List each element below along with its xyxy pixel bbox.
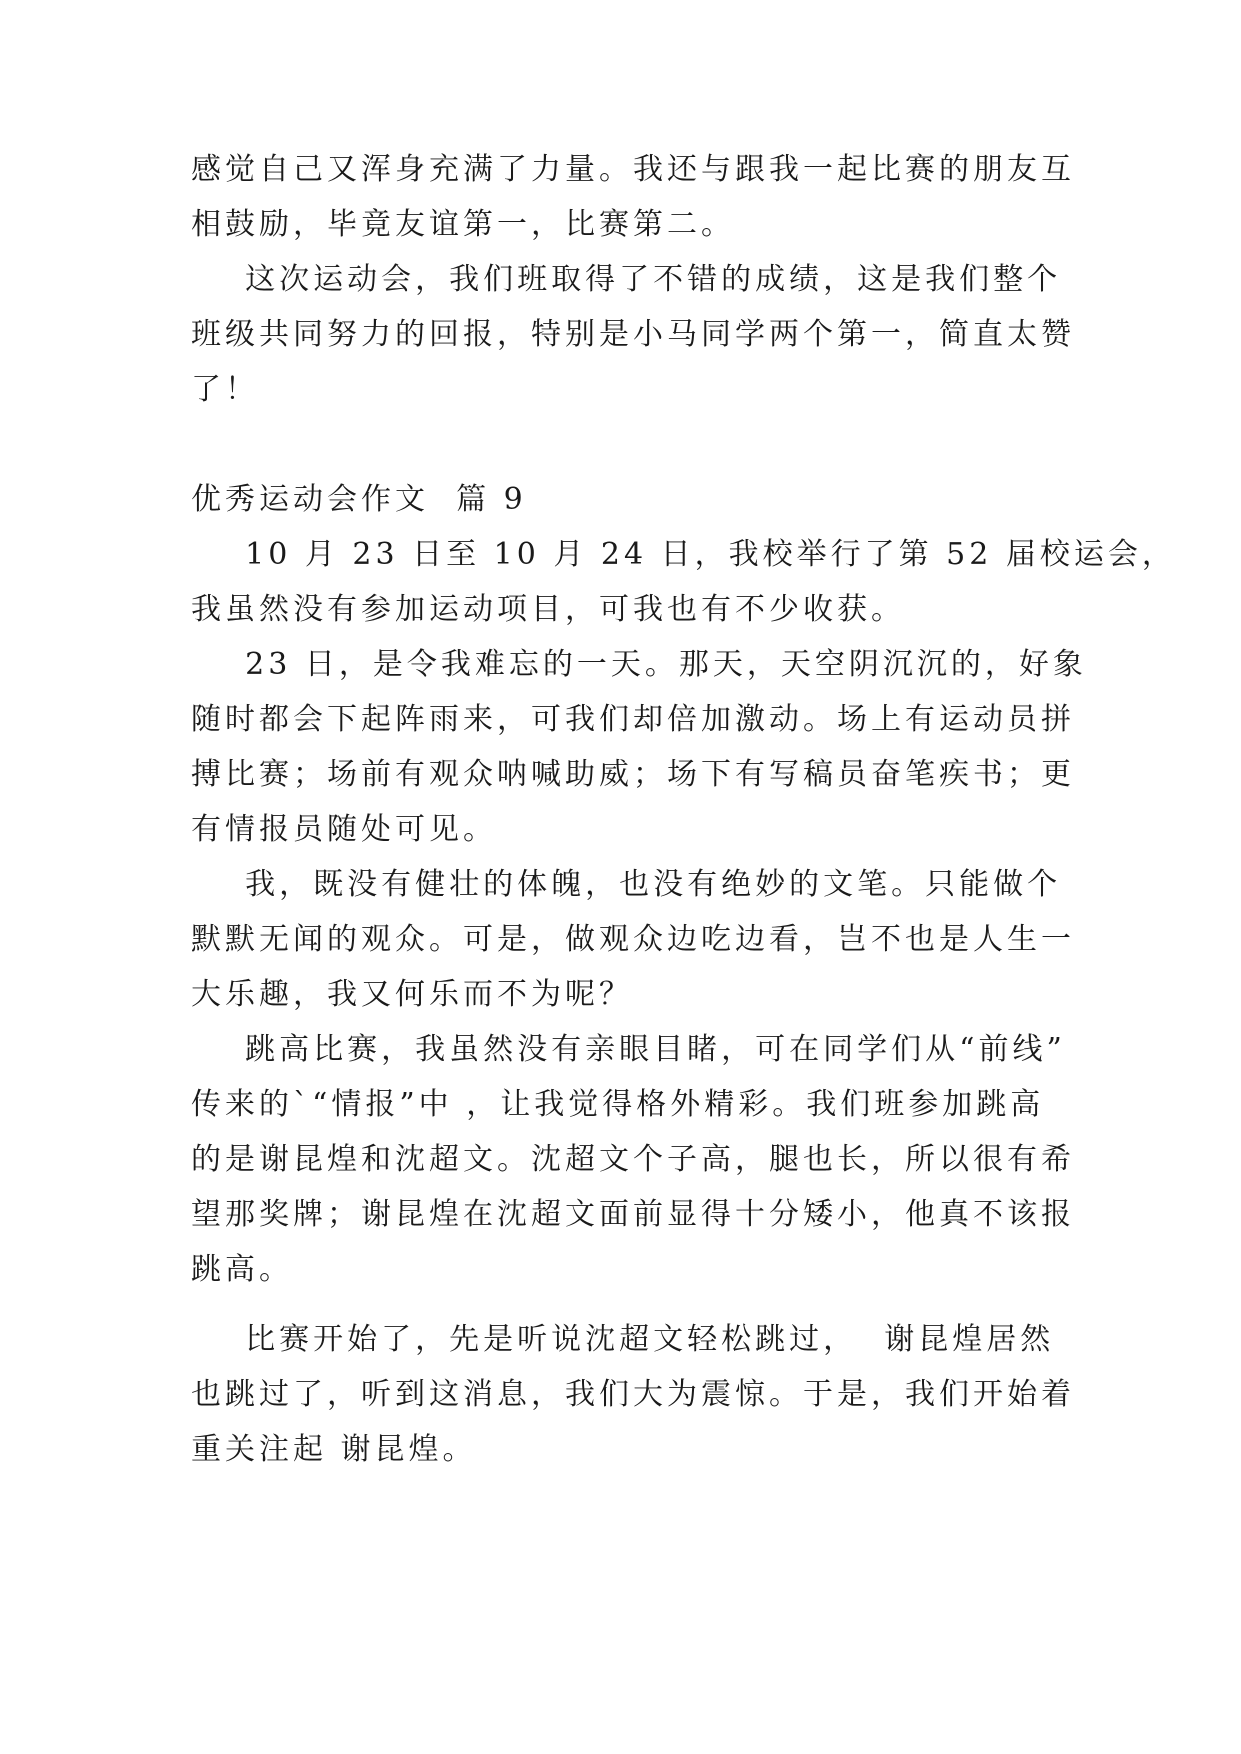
text-line: 也跳过了，听到这消息，我们大为震惊。于是，我们开始着: [191, 1377, 1075, 1412]
text-line: 大乐趣，我又何乐而不为呢？: [191, 977, 633, 1012]
text-line: 的是谢昆煌和沈超文。沈超文个子高，腿也长，所以很有希: [191, 1142, 1075, 1177]
section-heading: 优秀运动会作文 篇 9: [191, 482, 527, 517]
text-line: 默默无闻的观众。可是，做观众边吃边看，岂不也是人生一: [191, 922, 1075, 957]
text-line: 有情报员随处可见。: [191, 812, 497, 847]
text-line: 23 日，是令我难忘的一天。那天，天空阴沉沉的，好象: [191, 647, 1087, 682]
text-line: 相鼓励，毕竟友谊第一，比赛第二。: [191, 207, 735, 242]
text-line: 传来的`“情报”中 ，让我觉得格外精彩。我们班参加跳高: [191, 1087, 1045, 1122]
text-line: 了！: [191, 372, 259, 407]
text-line: 我，既没有健壮的体魄，也没有绝妙的文笔。只能做个: [191, 867, 1062, 902]
text-line: 我虽然没有参加运动项目，可我也有不少收获。: [191, 592, 905, 627]
text-line: 感觉自己又浑身充满了力量。我还与跟我一起比赛的朋友互: [191, 152, 1075, 187]
text-line: 班级共同努力的回报，特别是小马同学两个第一，简直太赞: [191, 317, 1075, 352]
text-line: 跳高。: [191, 1252, 293, 1287]
text-line: 望那奖牌；谢昆煌在沈超文面前显得十分矮小，他真不该报: [191, 1197, 1075, 1232]
text-line: 比赛开始了，先是听说沈超文轻松跳过， 谢昆煌居然: [191, 1322, 1055, 1357]
text-line: 随时都会下起阵雨来，可我们却倍加激动。场上有运动员拼: [191, 702, 1075, 737]
text-line: 搏比赛；场前有观众呐喊助威；场下有写稿员奋笔疾书；更: [191, 757, 1075, 792]
text-line: 跳高比赛，我虽然没有亲眼目睹，可在同学们从“前线”: [191, 1032, 1066, 1067]
text-line: 重关注起 谢昆煌。: [191, 1432, 477, 1467]
text-line: 这次运动会，我们班取得了不错的成绩，这是我们整个: [191, 262, 1062, 297]
text-line: 10 月 23 日至 10 月 24 日，我校举行了第 52 届校运会，: [191, 537, 1176, 572]
